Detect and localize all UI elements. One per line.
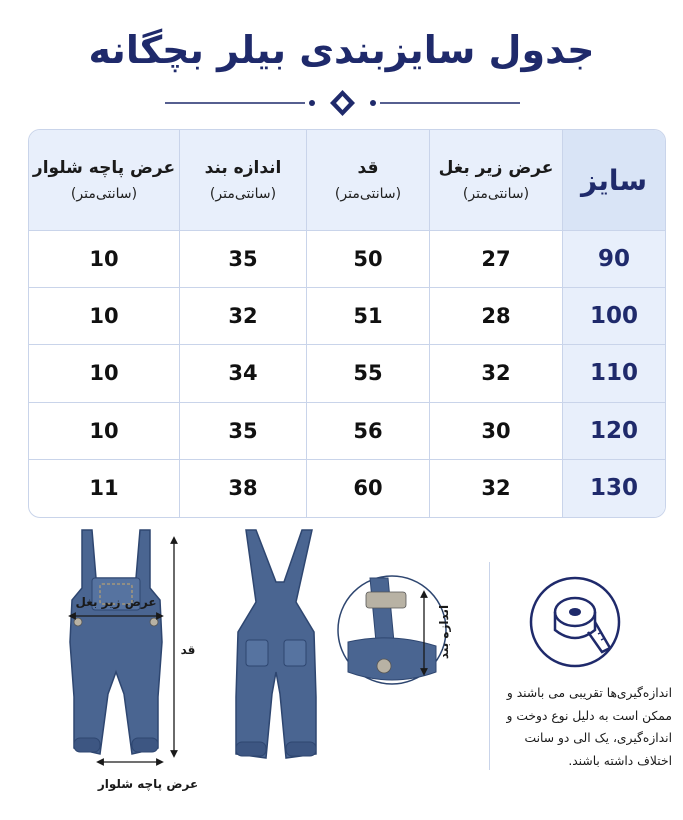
header-size: سایز <box>562 130 665 231</box>
armpit-cell: 32 <box>429 460 562 517</box>
strap-cell: 34 <box>179 345 306 402</box>
strap-label: اندازه بند <box>437 604 451 660</box>
title-ornament <box>165 88 520 118</box>
hem-cell: 10 <box>29 403 179 460</box>
armpit-cell: 28 <box>429 288 562 345</box>
strap-cell: 38 <box>179 460 306 517</box>
header-height: قد (سانتی‌متر) <box>306 130 429 231</box>
strap-cell: 35 <box>179 403 306 460</box>
size-cell: 110 <box>562 345 665 402</box>
table-row <box>29 460 665 517</box>
header-strap: اندازه بند (سانتی‌متر) <box>179 130 306 231</box>
table-header-row <box>29 130 665 231</box>
size-cell: 90 <box>562 231 665 288</box>
header-hem: عرض پاچه شلوار (سانتی‌متر) <box>29 130 179 231</box>
strap-cell: 35 <box>179 231 306 288</box>
strap-detail <box>338 576 446 684</box>
hem-cell: 10 <box>29 288 179 345</box>
size-cell: 130 <box>562 460 665 517</box>
height-cell: 60 <box>306 460 429 517</box>
divider <box>489 562 490 770</box>
armpit-cell: 30 <box>429 403 562 460</box>
height-cell: 56 <box>306 403 429 460</box>
size-cell: 100 <box>562 288 665 345</box>
size-table <box>28 129 666 518</box>
height-label: قد <box>180 643 196 657</box>
table-row <box>29 231 665 288</box>
armpit-cell: 32 <box>429 345 562 402</box>
page-title: جدول سایزبندی بیلر بچگانه <box>88 28 595 72</box>
header-armpit: عرض زیر بغل (سانتی‌متر) <box>429 130 562 231</box>
armpit-label: عرض زیر بغل <box>75 595 157 609</box>
size-cell: 120 <box>562 403 665 460</box>
hem-cell: 10 <box>29 345 179 402</box>
measurement-note: اندازه‌گیری‌ها تقریبی می باشند و ممکن است به دلیل نوع دوخت و اندازه‌گیری، یک الی دو سانت اختلاف داشته باشند. <box>506 686 672 768</box>
measuring-tape-icon <box>531 578 619 666</box>
table-row <box>29 288 665 345</box>
garment-illustration <box>0 522 683 820</box>
hem-label: عرض پاچه شلوار <box>97 777 199 791</box>
strap-cell: 32 <box>179 288 306 345</box>
table-row <box>29 345 665 402</box>
hem-cell: 11 <box>89 476 119 501</box>
overalls-front <box>70 530 162 754</box>
table-row <box>29 403 665 460</box>
armpit-cell: 27 <box>429 231 562 288</box>
overalls-back <box>236 530 316 758</box>
height-cell: 50 <box>306 231 429 288</box>
height-cell: 51 <box>306 288 429 345</box>
height-cell: 55 <box>306 345 429 402</box>
hem-cell: 10 <box>29 231 179 288</box>
